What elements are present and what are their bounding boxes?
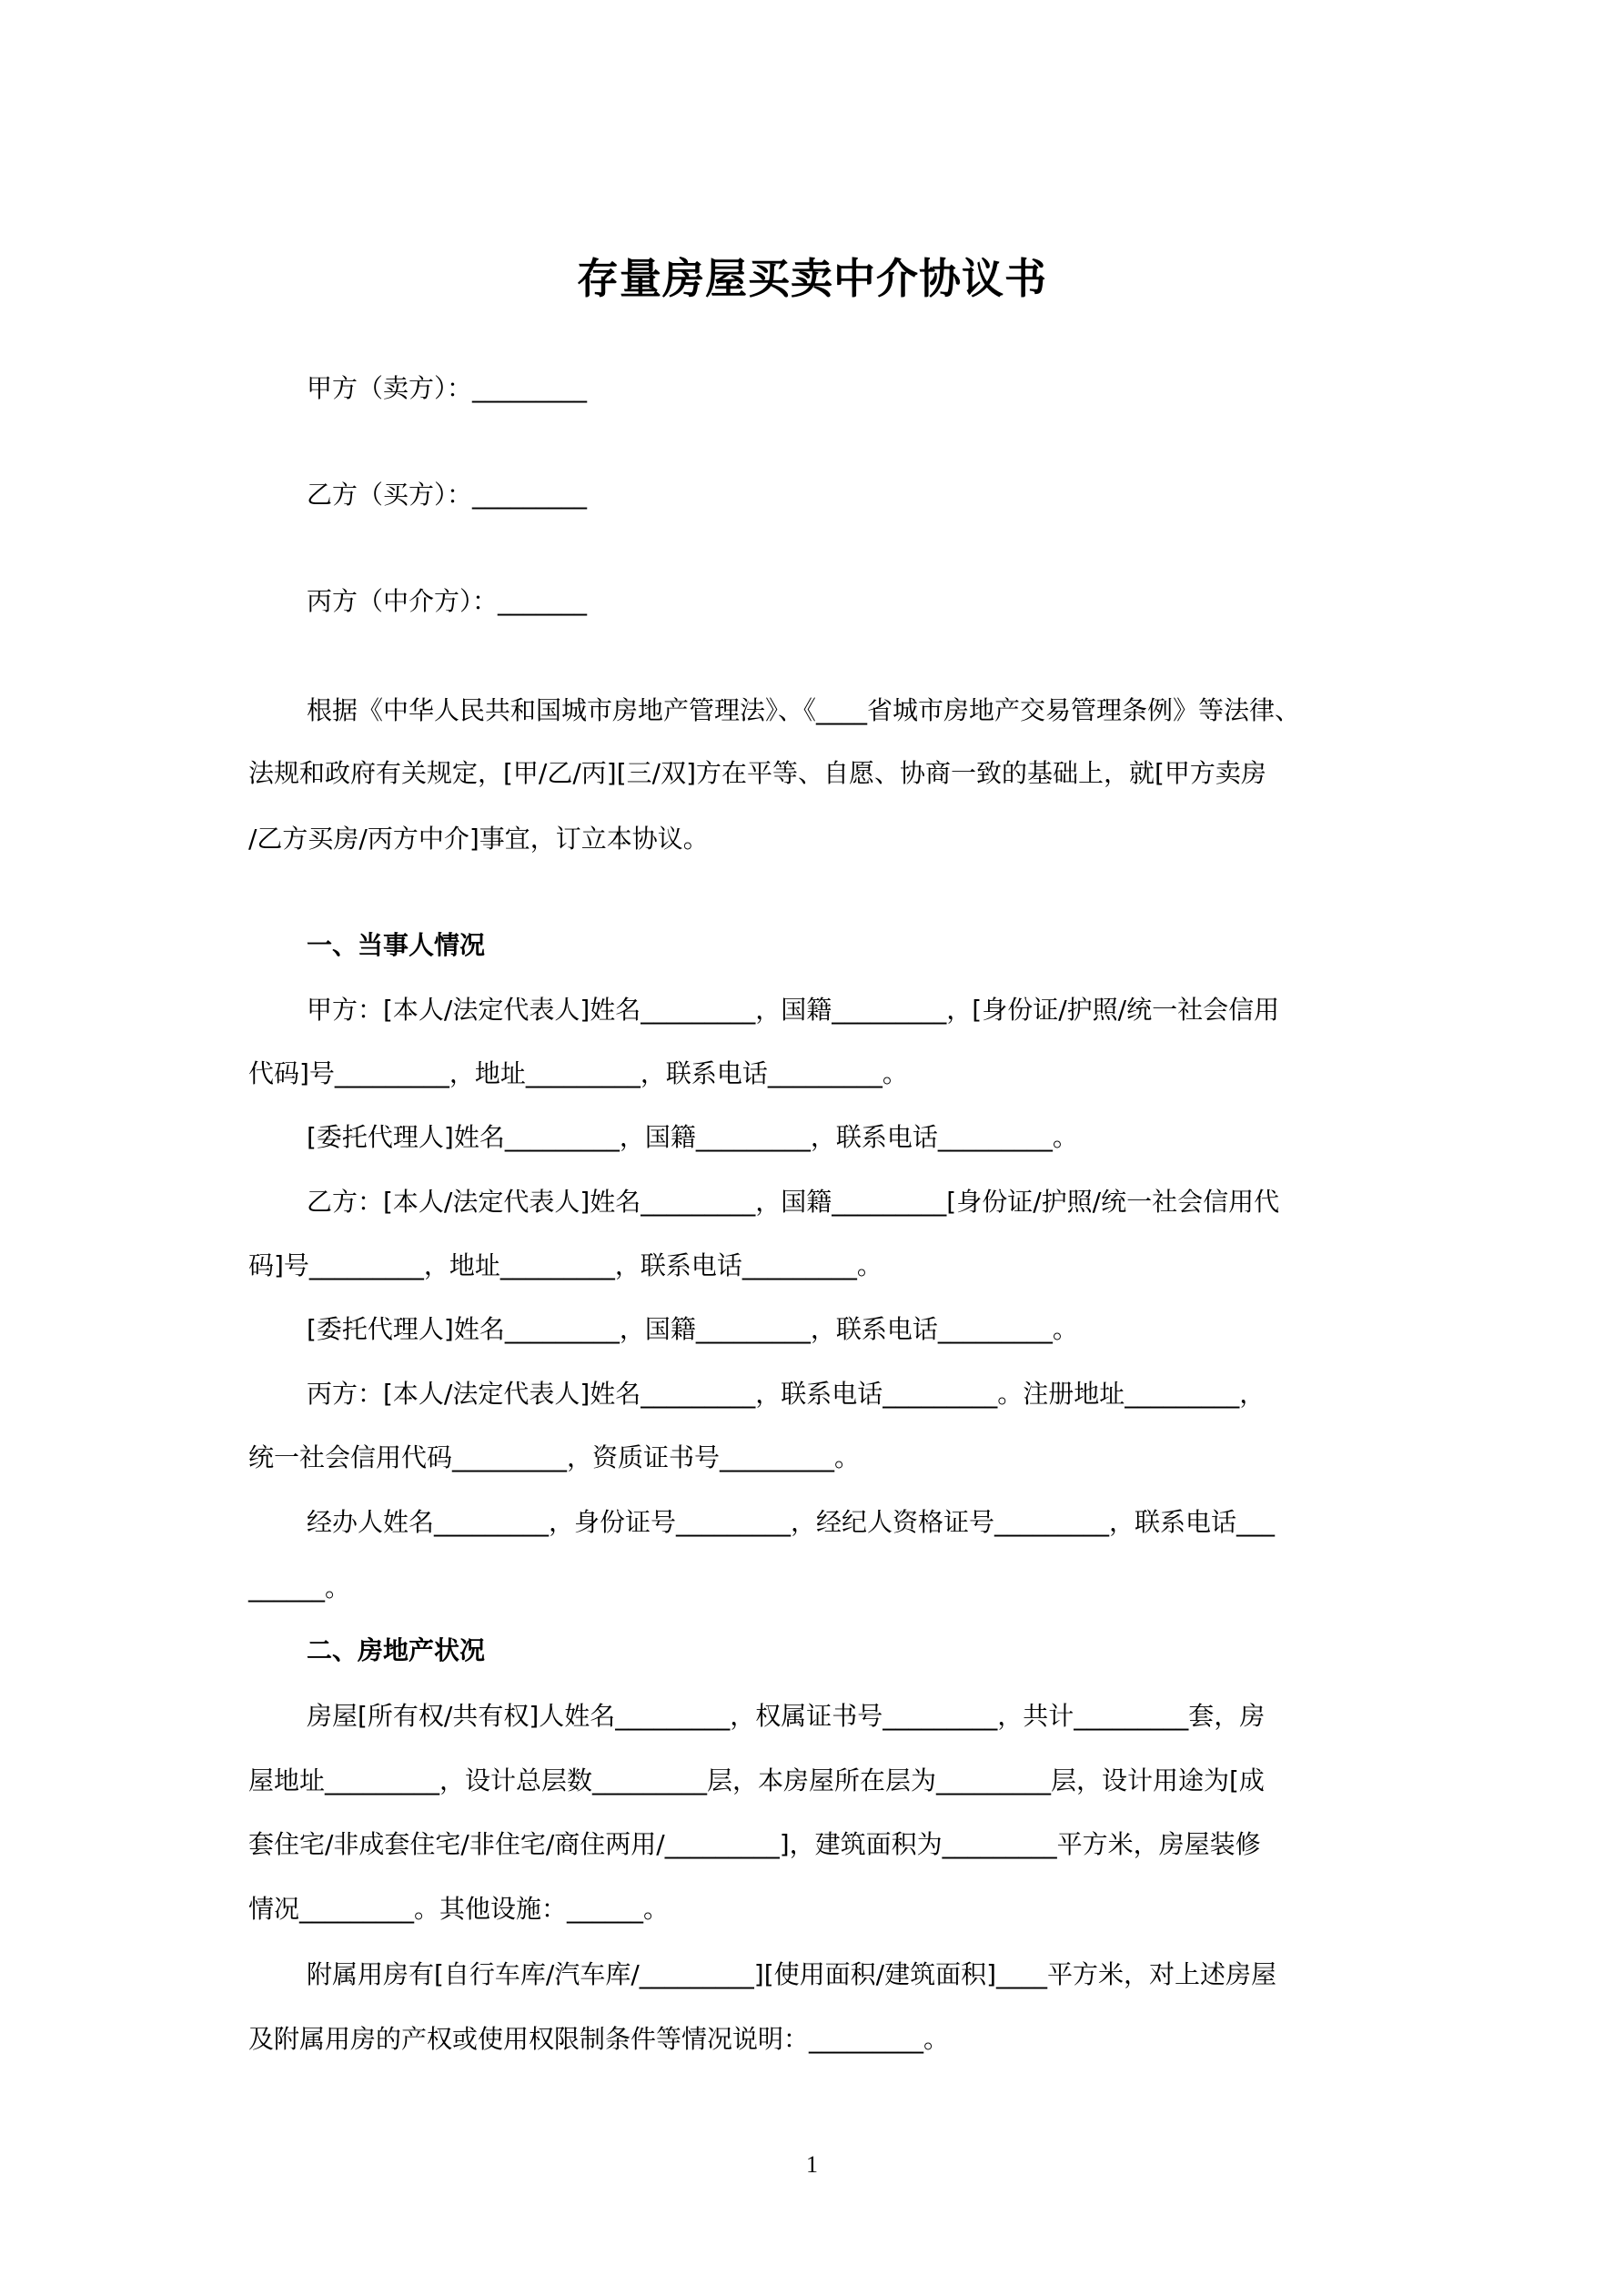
body-line: 丙方：[本人/法定代表人]姓名_________，联系电话_________。注册地址_________， [307, 1379, 1266, 1409]
section-heading: 一、当事人情况 [307, 930, 486, 960]
document-title: 存量房屋买卖中介协议书 [577, 254, 1047, 303]
page-number: 1 [806, 2151, 818, 2178]
body-line: 码]号_________，地址_________，联系电话_________。 [248, 1250, 883, 1280]
body-line: [委托代理人]姓名_________，国籍_________，联系电话_________。 [307, 1314, 1078, 1344]
body-line: 及附属用房的产权或使用权限制条件等情况说明：_________。 [248, 2024, 950, 2054]
body-line: ______。 [248, 1573, 351, 1603]
party-c: 丙方（中介方）：_______ [307, 586, 588, 616]
body-line: 附属用房有[自行车库/汽车库/_________][使用面积/建筑面积]____平方米，对上述房屋 [307, 1959, 1276, 1989]
body-line: 代码]号_________，地址_________，联系电话_________。 [248, 1058, 908, 1088]
preamble-line: 法规和政府有关规定，[甲/乙/丙][三/双]方在平等、自愿、协商一致的基础上，就[甲方卖房 [248, 758, 1266, 788]
body-line: 经办人姓名_________，身份证号_________，经纪人资格证号_________，联系电话___ [307, 1507, 1276, 1537]
body-line: 房屋[所有权/共有权]人姓名_________，权属证书号_________，共计_________套，房 [307, 1701, 1266, 1731]
party-b: 乙方（买方）：_________ [307, 480, 588, 510]
body-line: 套住宅/非成套住宅/非住宅/商住两用/_________]，建筑面积为_________平方米，房屋装修 [248, 1829, 1261, 1859]
preamble-line: /乙方买房/丙方中介]事宜，订立本协议。 [248, 824, 709, 854]
body-line: [委托代理人]姓名_________，国籍_________，联系电话_________。 [307, 1122, 1078, 1152]
section-heading: 二、房地产状况 [307, 1635, 486, 1665]
body-line: 屋地址_________，设计总层数_________层，本房屋所在层为_________层，设计用途为[成 [248, 1765, 1265, 1795]
preamble-line: 根据《中华人民共和国城市房地产管理法》、《____省城市房地产交易管理条例》等法律、 [307, 695, 1301, 725]
body-line: 甲方：[本人/法定代表人]姓名_________，国籍_________，[身份证/护照/统一社会信用 [307, 995, 1280, 1025]
party-a: 甲方（卖方）：_________ [307, 373, 588, 403]
body-line: 统一社会信用代码_________，资质证书号_________。 [248, 1442, 861, 1472]
body-line: 乙方：[本人/法定代表人]姓名_________，国籍_________[身份证/护照/统一社会信用代 [307, 1187, 1280, 1217]
body-line: 情况_________。其他设施：______。 [248, 1894, 670, 1924]
